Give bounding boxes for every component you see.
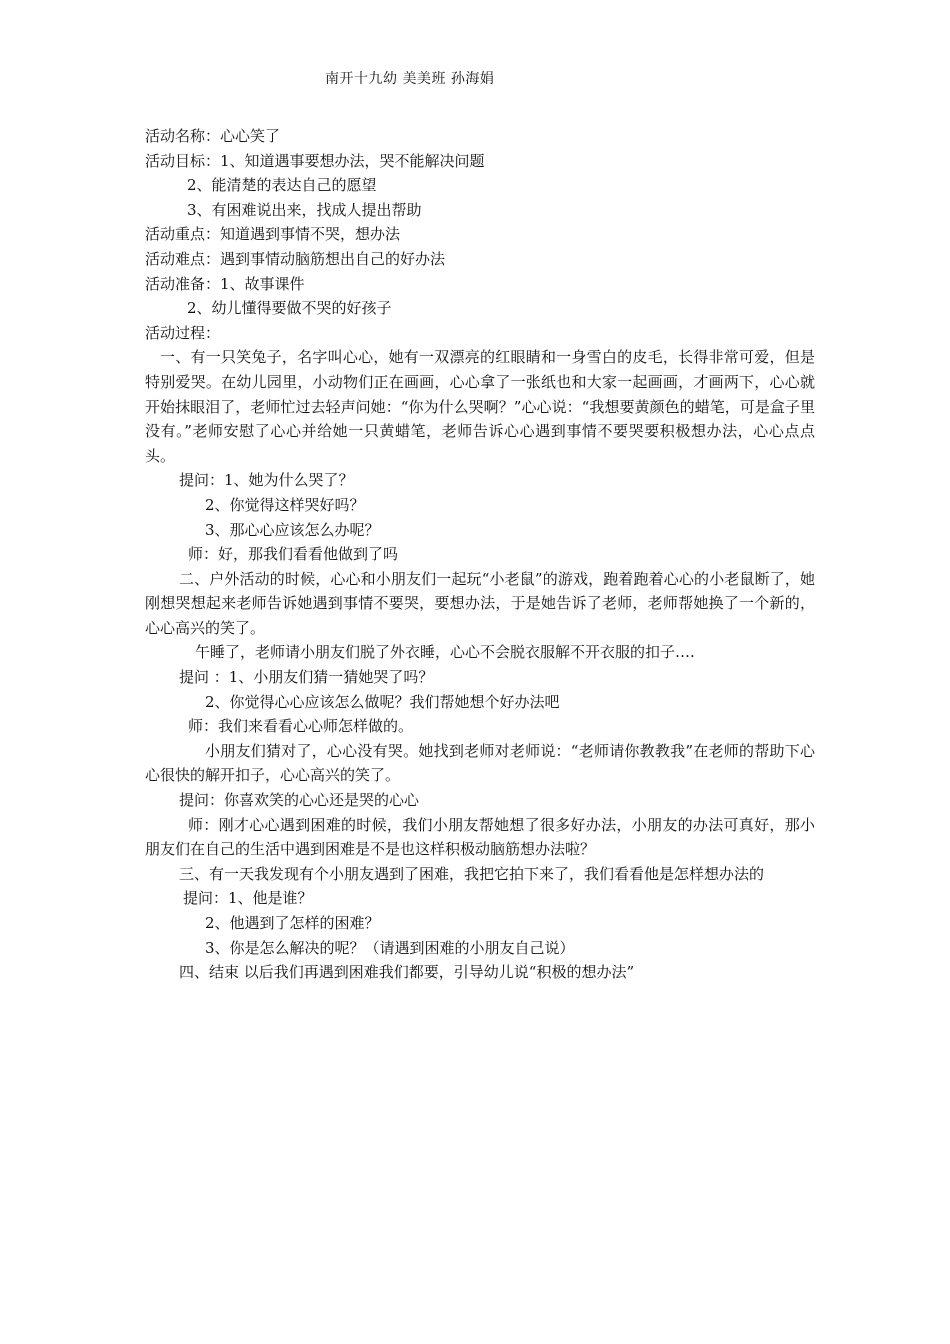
section-1-question-3: 3、那心心应该怎么办呢？: [205, 520, 380, 539]
activity-prep-1: 活动准备：1、故事课件: [145, 274, 305, 293]
activity-difficulty: 活动难点：遇到事情动脑筋想出自己的好办法: [145, 249, 446, 268]
document-body: [145, 124, 815, 985]
section-2-result: 小朋友们猜对了，心心没有哭。她找到老师对老师说：“老师请你教教我”在老师的帮助下心心很快的解开扣子，心心高兴的笑了。: [145, 741, 815, 785]
section-2-question-3: 提问：你喜欢笑的心心还是哭的心心: [179, 791, 420, 810]
section-1-question-2: 2、你觉得这样哭好吗？: [205, 495, 365, 514]
section-3-question-1: 提问：1、他是谁？: [183, 889, 313, 908]
section-3-intro: 三、有一天我发现有个小朋友遇到了困难，我把它拍下来了，我们看看他是怎样想办法的: [179, 864, 765, 883]
section-3-question-2: 2、他遇到了怎样的困难？: [205, 914, 380, 932]
activity-goal-1: 活动目标：1、知道遇事要想办法，哭不能解决问题: [145, 151, 485, 170]
activity-name: 活动名称：心心笑了: [145, 127, 281, 145]
activity-process: 活动过程：: [145, 323, 221, 342]
section-1-story: 一、有一只笑兔子，名字叫心心，她有一双漂亮的红眼睛和一身雪白的皮毛，长得非常可爱，但是特别爱哭。在幼儿园里，小动物们正在画画，心心拿了一张纸也和大家一起画画，才画两下，心心就开始抹眼泪了，老师忙过去轻声问她：“你为什么哭啊？”心心说：“我想要黄颜色的蜡笔，可是盒子里没有。”老师安慰了心心并给她一只黄蜡笔，老师告诉心心遇到事情不要哭要积极想办法，心心点点头。: [145, 348, 815, 465]
section-2-nap: 午睡了，老师请小朋友们脱了外衣睡，心心不会脱衣服解不开衣服的扣子….: [195, 643, 695, 662]
section-1-teacher: 师：好，那我们看看他做到了吗: [188, 545, 399, 564]
section-2-question-1: 提问 ：1、小朋友们猜一猜她哭了吗？: [179, 668, 434, 687]
activity-goal-3: 3、有困难说出来，找成人提出帮助: [187, 200, 422, 219]
section-2-summary: 师：刚才心心遇到困难的时候，我们小朋友帮她想了很多好办法，小朋友的办法可真好，那小朋友们在自己的生活中遇到困难是不是也这样积极动脑筋想办法啦？: [145, 815, 815, 859]
section-2-story: 二、户外活动的时候，心心和小朋友们一起玩“小老鼠”的游戏，跑着跑着心心的小老鼠断了，她刚想哭想起来老师告诉她遇到事情不要哭，要想办法，于是她告诉了老师，老师帮她换了一个新的，心心高兴的笑了。: [145, 569, 815, 637]
document-header: 南开十九幼 美美班 孙海娟: [325, 71, 495, 87]
activity-goal-2: 2、能清楚的表达自己的愿望: [187, 176, 377, 195]
activity-prep-2: 2、幼儿懂得要做不哭的好孩子: [187, 299, 392, 318]
section-3-question-3: 3、你是怎么解决的呢？（请遇到困难的小朋友自己说）: [205, 938, 575, 957]
section-1-question-1: 提问：1、她为什么哭了？: [179, 471, 354, 490]
section-2-teacher: 师：我们来看看心心师怎样做的。: [188, 717, 414, 736]
section-2-question-2: 2、你觉得心心应该怎么做呢？我们帮她想个好办法吧: [205, 692, 560, 711]
activity-focus: 活动重点：知道遇到事情不哭，想办法: [145, 225, 401, 244]
section-4-end: 四、结束 以后我们再遇到困难我们都要，引导幼儿说“积极的想办法”: [179, 963, 635, 982]
